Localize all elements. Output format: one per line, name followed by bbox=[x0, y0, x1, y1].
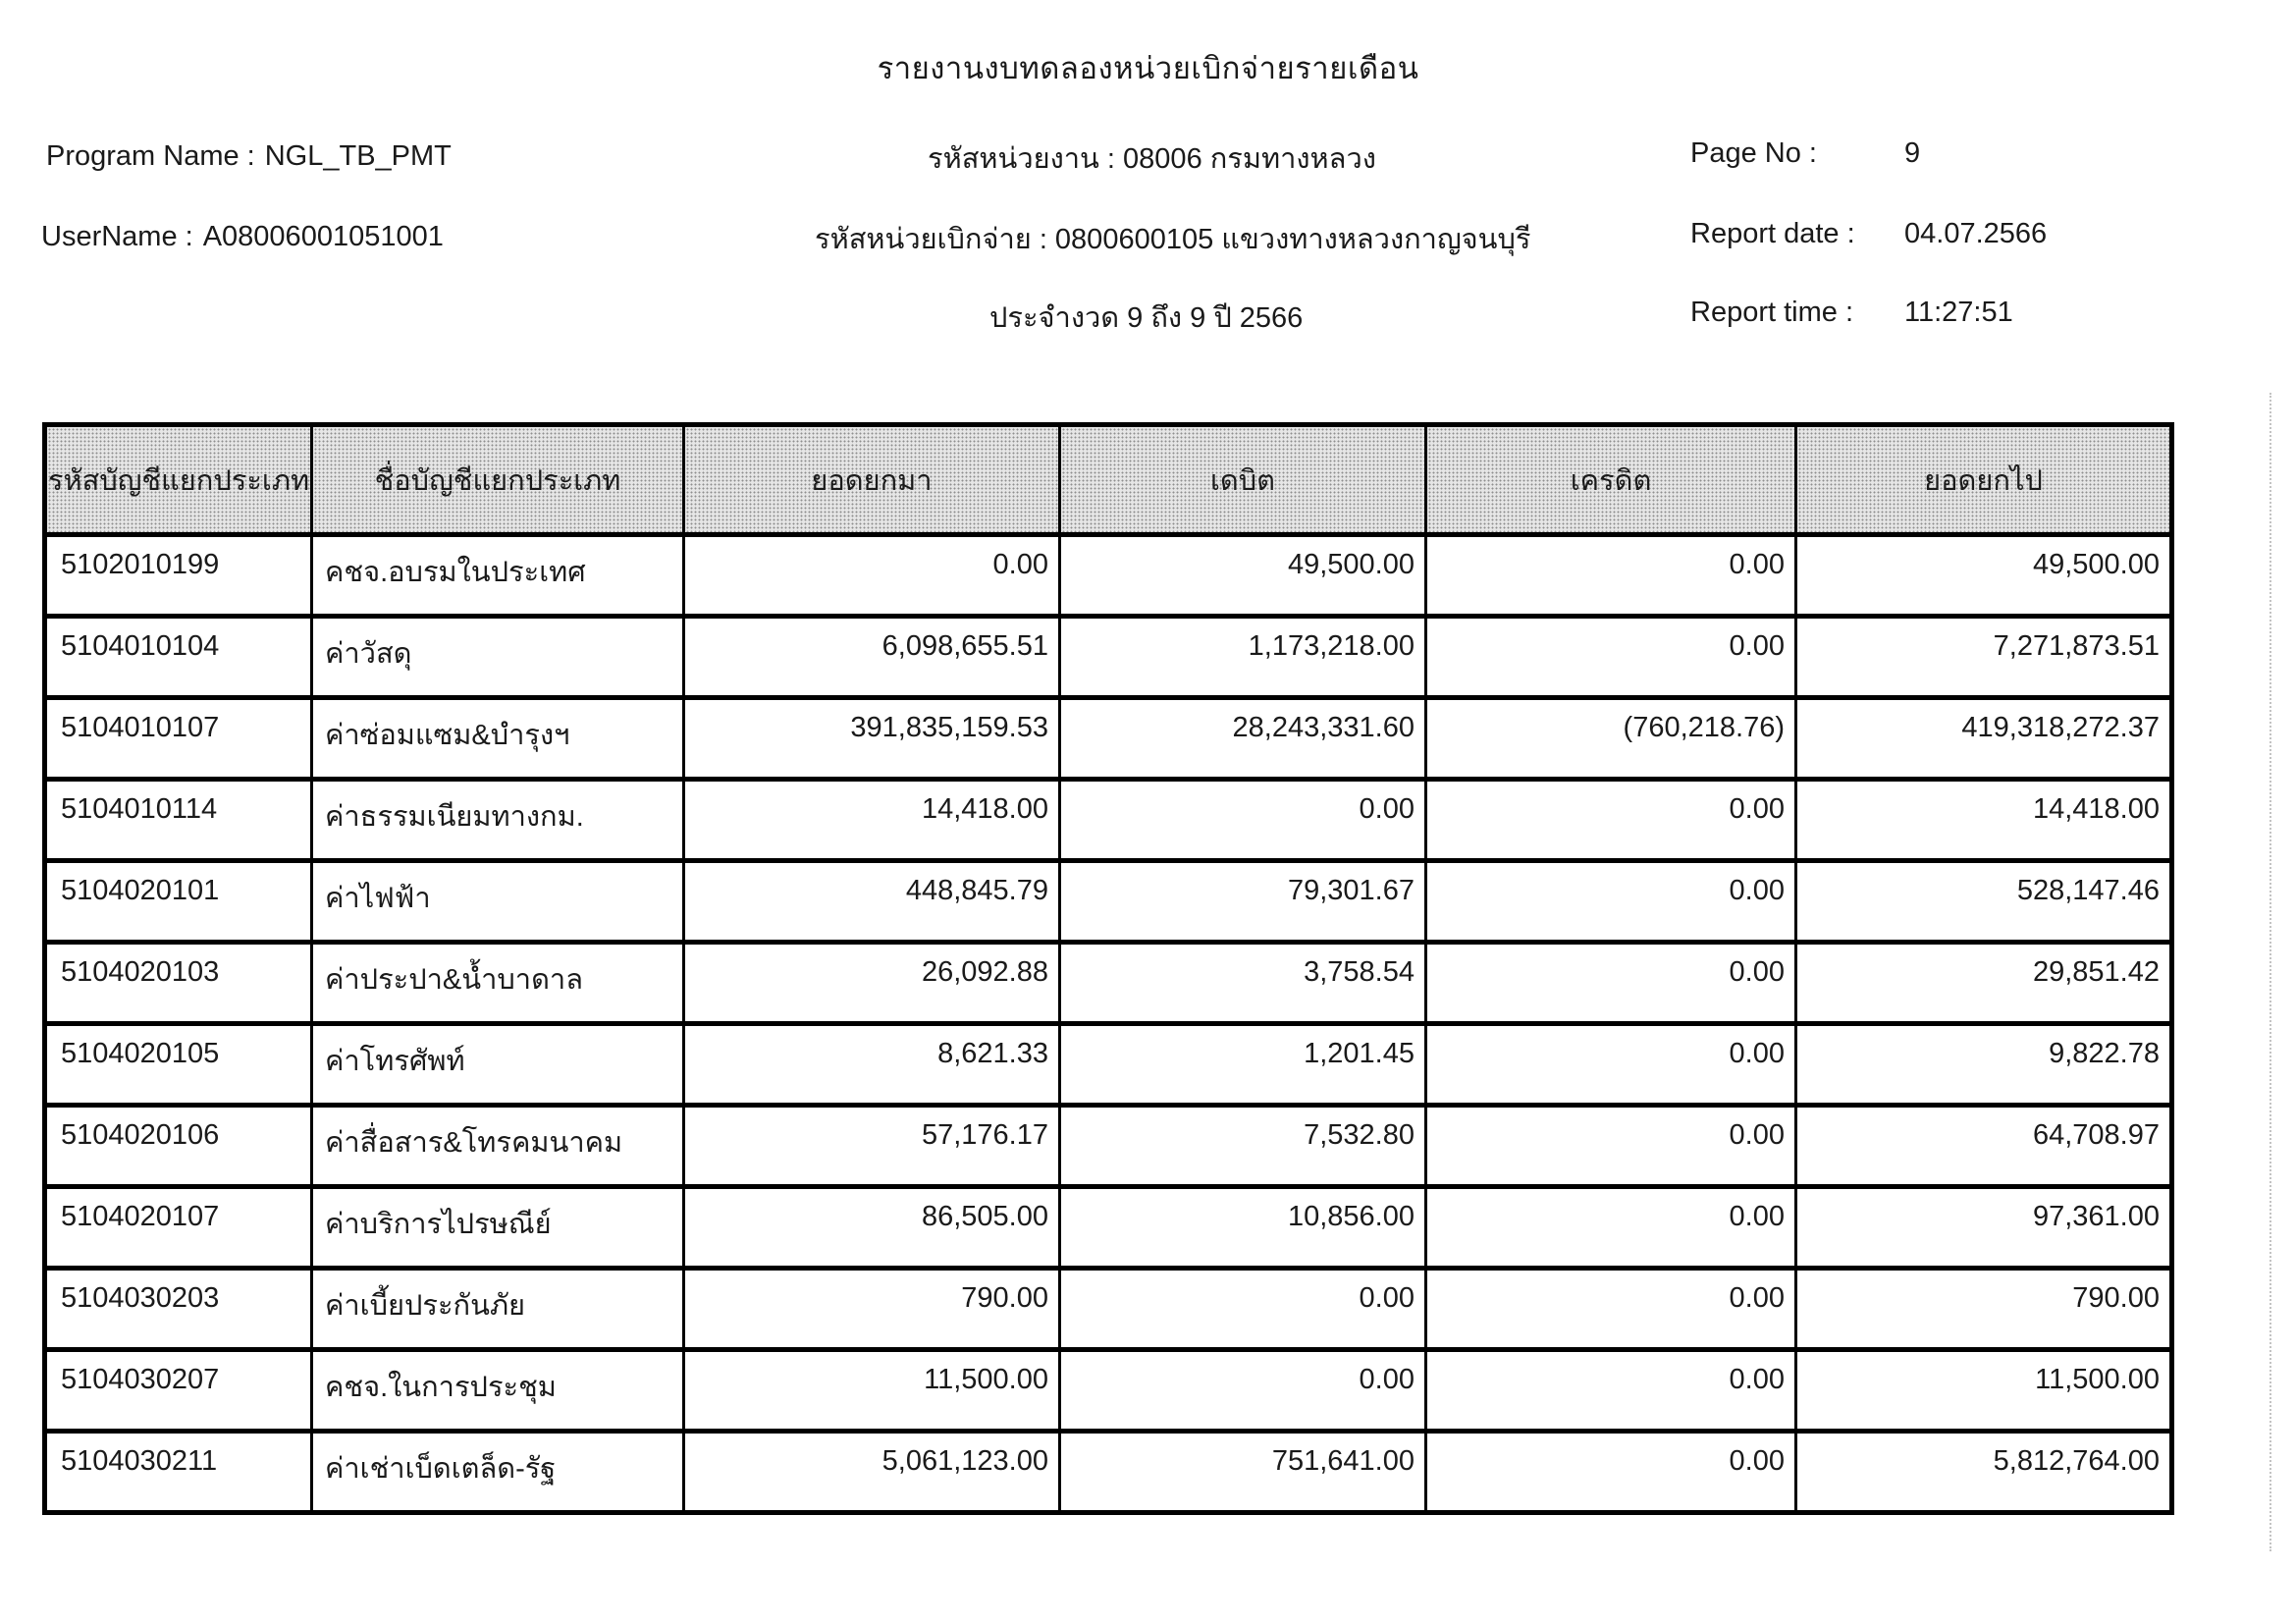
cell-account-name: คชจ.ในการประชุม bbox=[312, 1350, 684, 1432]
table-row bbox=[45, 1024, 2172, 1106]
col-header-opening-balance: ยอดยกมา bbox=[684, 425, 1060, 535]
username-line bbox=[41, 221, 444, 253]
cell-debit: 0.00 bbox=[1060, 780, 1426, 861]
cell-credit: 0.00 bbox=[1426, 617, 1796, 698]
period-line: ประจำงวด 9 ถึง 9 ปี 2566 bbox=[989, 302, 1304, 334]
cell-account-name: ค่าโทรศัพท์ bbox=[312, 1024, 684, 1106]
cell-closing-balance: 29,851.42 bbox=[1796, 943, 2172, 1024]
cell-account-name: คชจ.อบรมในประเทศ bbox=[312, 535, 684, 617]
cell-account-code: 5104020107 bbox=[45, 1187, 312, 1269]
report-date-line bbox=[1690, 218, 2047, 250]
cell-account-name: ค่าไฟฟ้า bbox=[312, 861, 684, 943]
cell-closing-balance: 49,500.00 bbox=[1796, 535, 2172, 617]
username-value: A08006001051001 bbox=[202, 221, 444, 252]
cell-debit: 1,173,218.00 bbox=[1060, 617, 1426, 698]
table-row bbox=[45, 698, 2172, 780]
cell-account-code: 5104030211 bbox=[45, 1432, 312, 1513]
report-date-label: Report date : bbox=[1690, 218, 1855, 249]
cell-account-name: ค่าประปา&น้ำบาดาล bbox=[312, 943, 684, 1024]
report-title: รายงานงบทดลองหน่วยเบิกจ่ายรายเดือน bbox=[877, 51, 1419, 85]
cell-debit: 1,201.45 bbox=[1060, 1024, 1426, 1106]
trial-balance-table bbox=[42, 422, 2174, 1515]
cell-opening-balance: 14,418.00 bbox=[684, 780, 1060, 861]
cell-closing-balance: 7,271,873.51 bbox=[1796, 617, 2172, 698]
username-label: UserName : bbox=[41, 221, 193, 252]
cell-account-code: 5104030203 bbox=[45, 1269, 312, 1350]
cell-opening-balance: 0.00 bbox=[684, 535, 1060, 617]
table-row bbox=[45, 1350, 2172, 1432]
cell-closing-balance: 419,318,272.37 bbox=[1796, 698, 2172, 780]
cell-closing-balance: 14,418.00 bbox=[1796, 780, 2172, 861]
page-no-label: Page No : bbox=[1690, 137, 1817, 169]
cell-closing-balance: 64,708.97 bbox=[1796, 1106, 2172, 1187]
cell-opening-balance: 790.00 bbox=[684, 1269, 1060, 1350]
cell-account-name: ค่าบริการไปรษณีย์ bbox=[312, 1187, 684, 1269]
table-row bbox=[45, 1106, 2172, 1187]
cell-closing-balance: 9,822.78 bbox=[1796, 1024, 2172, 1106]
cell-opening-balance: 11,500.00 bbox=[684, 1350, 1060, 1432]
program-name-label: Program Name : bbox=[46, 140, 255, 172]
cell-credit: 0.00 bbox=[1426, 780, 1796, 861]
table-body bbox=[45, 535, 2172, 1513]
cell-opening-balance: 5,061,123.00 bbox=[684, 1432, 1060, 1513]
col-header-debit: เดบิต bbox=[1060, 425, 1426, 535]
cell-opening-balance: 391,835,159.53 bbox=[684, 698, 1060, 780]
cell-credit: 0.00 bbox=[1426, 1432, 1796, 1513]
cell-account-name: ค่าเช่าเบ็ดเตล็ด-รัฐ bbox=[312, 1432, 684, 1513]
cell-closing-balance: 5,812,764.00 bbox=[1796, 1432, 2172, 1513]
cell-opening-balance: 6,098,655.51 bbox=[684, 617, 1060, 698]
cell-account-name: ค่าวัสดุ bbox=[312, 617, 684, 698]
cell-credit: 0.00 bbox=[1426, 861, 1796, 943]
cell-account-code: 5104020101 bbox=[45, 861, 312, 943]
cell-account-code: 5104010114 bbox=[45, 780, 312, 861]
cell-credit: 0.00 bbox=[1426, 535, 1796, 617]
cell-credit: 0.00 bbox=[1426, 1187, 1796, 1269]
page-no-line bbox=[1690, 137, 1920, 170]
cell-account-name: ค่าสื่อสาร&โทรคมนาคม bbox=[312, 1106, 684, 1187]
cell-credit: (760,218.76) bbox=[1426, 698, 1796, 780]
cell-opening-balance: 448,845.79 bbox=[684, 861, 1060, 943]
report-time-label: Report time : bbox=[1690, 297, 1853, 328]
table-row bbox=[45, 943, 2172, 1024]
table-row bbox=[45, 1187, 2172, 1269]
cell-account-code: 5104020105 bbox=[45, 1024, 312, 1106]
scan-artifact-line bbox=[2269, 393, 2271, 1551]
col-header-closing-balance: ยอดยกไป bbox=[1796, 425, 2172, 535]
cell-account-code: 5104020103 bbox=[45, 943, 312, 1024]
report-date-value: 04.07.2566 bbox=[1904, 218, 2048, 249]
cell-debit: 49,500.00 bbox=[1060, 535, 1426, 617]
cell-debit: 28,243,331.60 bbox=[1060, 698, 1426, 780]
cell-closing-balance: 97,361.00 bbox=[1796, 1187, 2172, 1269]
cell-credit: 0.00 bbox=[1426, 1269, 1796, 1350]
program-name-value: NGL_TB_PMT bbox=[264, 140, 452, 172]
table-row bbox=[45, 1269, 2172, 1350]
cell-credit: 0.00 bbox=[1426, 943, 1796, 1024]
cell-account-name: ค่าซ่อมแซม&บำรุงฯ bbox=[312, 698, 684, 780]
cell-account-code: 5104010107 bbox=[45, 698, 312, 780]
col-header-account-name: ชื่อบัญชีแยกประเภท bbox=[312, 425, 684, 535]
cell-opening-balance: 86,505.00 bbox=[684, 1187, 1060, 1269]
col-header-credit: เครดิต bbox=[1426, 425, 1796, 535]
program-name-line bbox=[46, 140, 452, 173]
cell-closing-balance: 11,500.00 bbox=[1796, 1350, 2172, 1432]
table-row bbox=[45, 535, 2172, 617]
table-row bbox=[45, 617, 2172, 698]
page-no-value: 9 bbox=[1904, 137, 1921, 169]
cell-credit: 0.00 bbox=[1426, 1024, 1796, 1106]
cell-account-code: 5104020106 bbox=[45, 1106, 312, 1187]
cell-debit: 0.00 bbox=[1060, 1269, 1426, 1350]
cell-debit: 79,301.67 bbox=[1060, 861, 1426, 943]
col-header-account-code: รหัสบัญชีแยกประเภท bbox=[45, 425, 312, 535]
cell-credit: 0.00 bbox=[1426, 1350, 1796, 1432]
table-header-row bbox=[45, 425, 2172, 535]
cell-account-code: 5102010199 bbox=[45, 535, 312, 617]
cell-account-name: ค่าเบี้ยประกันภัย bbox=[312, 1269, 684, 1350]
disbursement-unit-line: รหัสหน่วยเบิกจ่าย : 0800600105 แขวงทางหลวงกาญจนบุรี bbox=[815, 224, 1531, 255]
cell-credit: 0.00 bbox=[1426, 1106, 1796, 1187]
cell-debit: 3,758.54 bbox=[1060, 943, 1426, 1024]
cell-account-code: 5104030207 bbox=[45, 1350, 312, 1432]
cell-debit: 0.00 bbox=[1060, 1350, 1426, 1432]
report-time-value: 11:27:51 bbox=[1904, 297, 2013, 328]
report-time-line bbox=[1690, 297, 2013, 329]
cell-opening-balance: 57,176.17 bbox=[684, 1106, 1060, 1187]
cell-debit: 751,641.00 bbox=[1060, 1432, 1426, 1513]
cell-closing-balance: 528,147.46 bbox=[1796, 861, 2172, 943]
cell-opening-balance: 8,621.33 bbox=[684, 1024, 1060, 1106]
cell-account-code: 5104010104 bbox=[45, 617, 312, 698]
cell-closing-balance: 790.00 bbox=[1796, 1269, 2172, 1350]
cell-opening-balance: 26,092.88 bbox=[684, 943, 1060, 1024]
table-row bbox=[45, 1432, 2172, 1513]
cell-debit: 10,856.00 bbox=[1060, 1187, 1426, 1269]
agency-line: รหัสหน่วยงาน : 08006 กรมทางหลวง bbox=[928, 143, 1376, 175]
table-row bbox=[45, 861, 2172, 943]
cell-account-name: ค่าธรรมเนียมทางกม. bbox=[312, 780, 684, 861]
cell-debit: 7,532.80 bbox=[1060, 1106, 1426, 1187]
table-row bbox=[45, 780, 2172, 861]
